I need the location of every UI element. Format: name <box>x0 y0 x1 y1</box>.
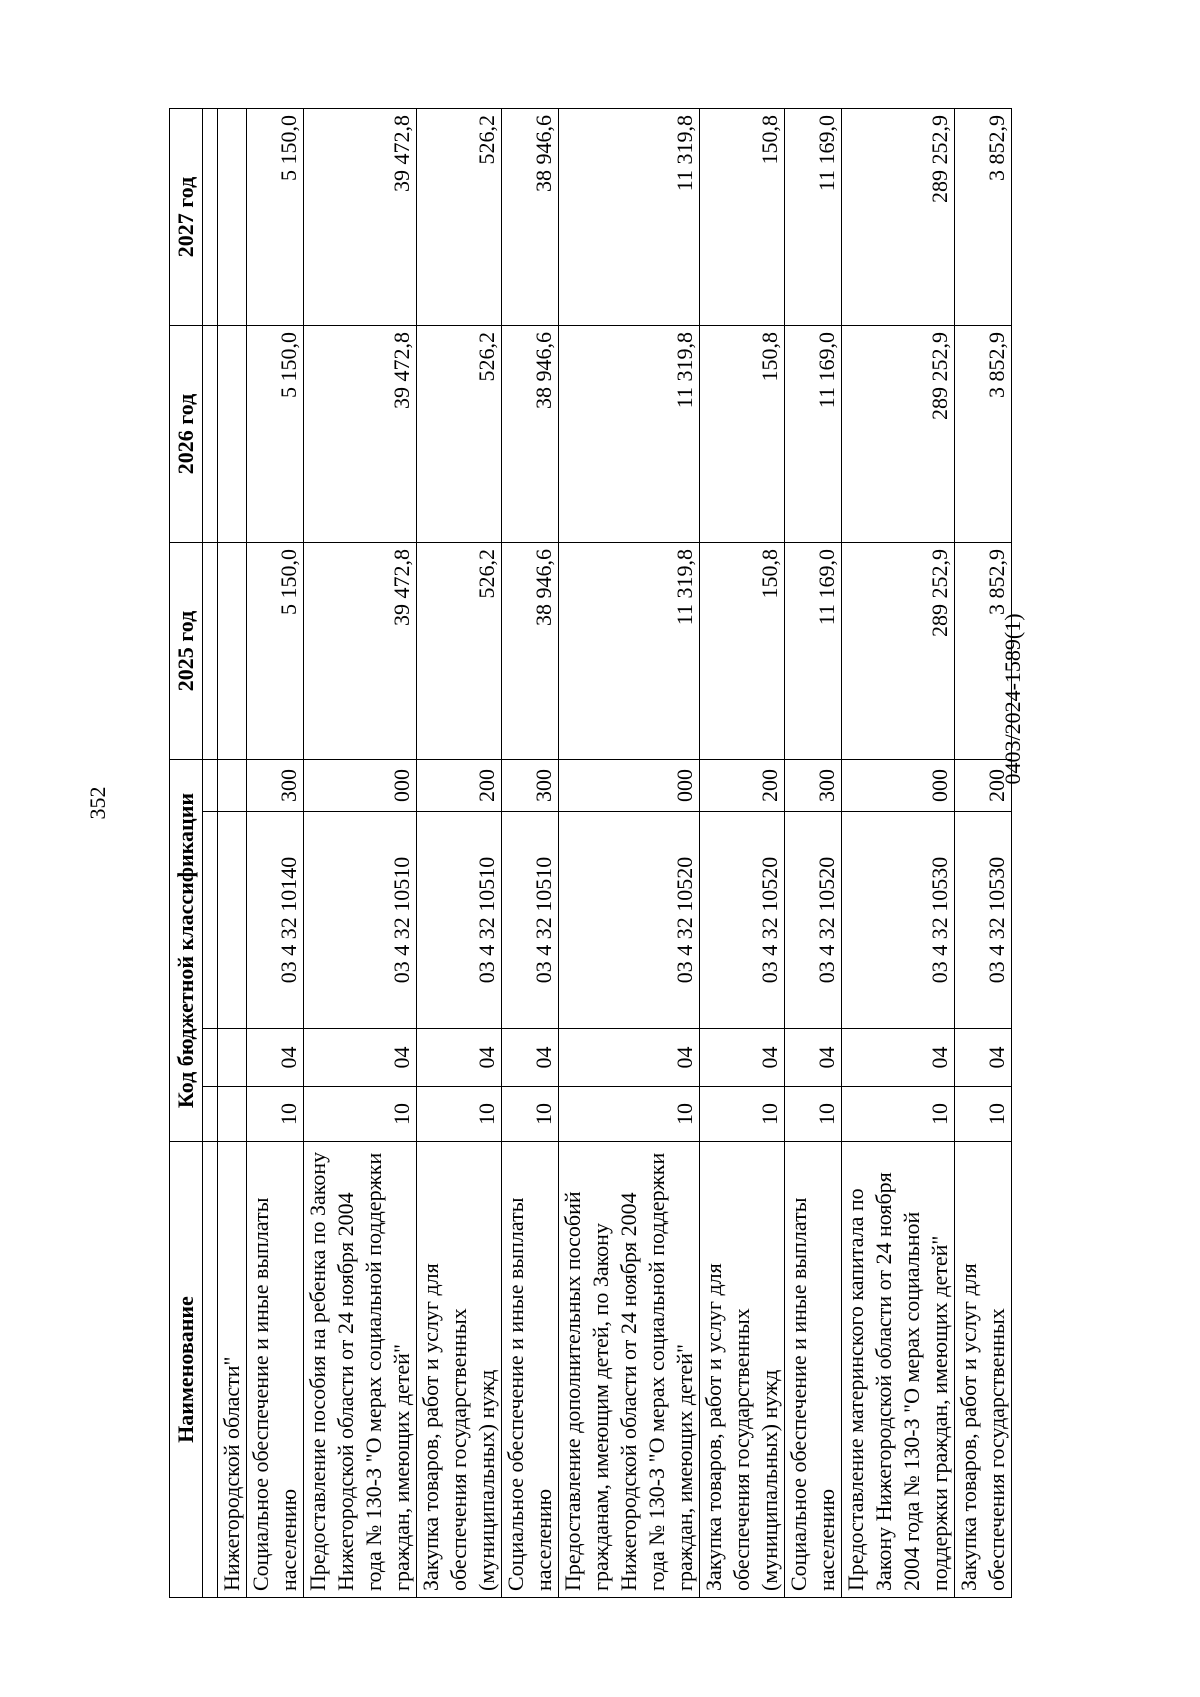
row-value-2027: 39 472,8 <box>304 109 417 326</box>
row-expense-type: 200 <box>955 760 1012 812</box>
row-target-code: 03 4 32 10530 <box>842 812 955 1029</box>
budget-table <box>169 108 1012 1598</box>
row-subsection: 04 <box>417 1029 502 1087</box>
row-value-2026: 5 150,0 <box>247 326 304 543</box>
continuation-row <box>218 109 247 1598</box>
header-2026: 2026 год <box>170 326 203 543</box>
row-section: 10 <box>955 1087 1012 1142</box>
row-subsection: 04 <box>304 1029 417 1087</box>
row-value-2027: 289 252,9 <box>842 109 955 326</box>
row-target-code: 03 4 32 10520 <box>700 812 785 1029</box>
row-subsection: 04 <box>247 1029 304 1087</box>
row-value-2027: 3 852,9 <box>955 109 1012 326</box>
row-value-2025: 289 252,9 <box>842 543 955 760</box>
row-value-2027: 11 319,8 <box>559 109 700 326</box>
row-name: Предоставление материнского капитала по Закону Нижегородской области от 24 ноября 2004 года № 130-З "О мерах социальной поддержки граждан, имеющих детей" <box>842 1142 955 1598</box>
row-value-2026: 11 319,8 <box>559 326 700 543</box>
row-section: 10 <box>842 1087 955 1142</box>
table-row <box>417 109 502 1598</box>
row-value-2025: 11 319,8 <box>559 543 700 760</box>
row-section: 10 <box>304 1087 417 1142</box>
row-value-2025: 11 169,0 <box>785 543 842 760</box>
table-row <box>502 109 559 1598</box>
row-value-2025: 3 852,9 <box>955 543 1012 760</box>
table-row <box>700 109 785 1598</box>
row-expense-type: 000 <box>559 760 700 812</box>
row-value-2026: 11 169,0 <box>785 326 842 543</box>
table-row <box>304 109 417 1598</box>
row-name: Закупка товаров, работ и услуг для обеспечения государственных <box>955 1142 1012 1598</box>
row-name: Предоставление пособия на ребенка по Закону Нижегородской области от 24 ноября 2004 года № 130-З "О мерах социальной поддержки граждан, имеющих детей" <box>304 1142 417 1598</box>
row-value-2027: 150,8 <box>700 109 785 326</box>
header-code-group: Код бюджетной классификации <box>170 760 203 1142</box>
row-expense-type: 300 <box>247 760 304 812</box>
row-section: 10 <box>559 1087 700 1142</box>
row-section: 10 <box>417 1087 502 1142</box>
table-row <box>559 109 700 1598</box>
row-value-2025: 150,8 <box>700 543 785 760</box>
row-value-2025: 5 150,0 <box>247 543 304 760</box>
row-section: 10 <box>502 1087 559 1142</box>
row-name: Предоставление дополнительных пособий гражданам, имеющим детей, по Закону Нижегородской области от 24 ноября 2004 года № 130-З "О мерах социальной поддержки граждан, имеющих детей" <box>559 1142 700 1598</box>
row-target-code: 03 4 32 10510 <box>304 812 417 1029</box>
table-row <box>247 109 304 1598</box>
row-expense-type: 200 <box>417 760 502 812</box>
row-value-2026: 3 852,9 <box>955 326 1012 543</box>
row-value-2027: 38 946,6 <box>502 109 559 326</box>
row-subsection: 04 <box>559 1029 700 1087</box>
header-subrow <box>203 109 218 1598</box>
row-subsection: 04 <box>502 1029 559 1087</box>
row-section: 10 <box>700 1087 785 1142</box>
row-name: Закупка товаров, работ и услуг для обеспечения государственных (муниципальных) нужд <box>700 1142 785 1598</box>
row-target-code: 03 4 32 10520 <box>785 812 842 1029</box>
row-value-2026: 38 946,6 <box>502 326 559 543</box>
row-value-2025: 526,2 <box>417 543 502 760</box>
row-value-2026: 289 252,9 <box>842 326 955 543</box>
row-expense-type: 000 <box>842 760 955 812</box>
header-2027: 2027 год <box>170 109 203 326</box>
row-value-2025: 39 472,8 <box>304 543 417 760</box>
row-value-2027: 526,2 <box>417 109 502 326</box>
row-value-2027: 11 169,0 <box>785 109 842 326</box>
header-2025: 2025 год <box>170 543 203 760</box>
page-number: 352 <box>85 786 110 820</box>
header-name: Наименование <box>170 1142 203 1598</box>
row-subsection: 04 <box>842 1029 955 1087</box>
row-target-code: 03 4 32 10510 <box>417 812 502 1029</box>
table-row <box>785 109 842 1598</box>
row-subsection: 04 <box>955 1029 1012 1087</box>
row-target-code: 03 4 32 10140 <box>247 812 304 1029</box>
row-expense-type: 300 <box>502 760 559 812</box>
row-target-code: 03 4 32 10530 <box>955 812 1012 1029</box>
budget-table-rotated <box>169 108 1055 1598</box>
row-expense-type: 300 <box>785 760 842 812</box>
row-value-2026: 39 472,8 <box>304 326 417 543</box>
row-value-2025: 38 946,6 <box>502 543 559 760</box>
row-section: 10 <box>247 1087 304 1142</box>
row-name: Закупка товаров, работ и услуг для обеспечения государственных (муниципальных) нужд <box>417 1142 502 1598</box>
document-code: 0403/2024-1589(1) <box>1000 613 1025 785</box>
row-value-2026: 150,8 <box>700 326 785 543</box>
row-subsection: 04 <box>785 1029 842 1087</box>
header-row <box>170 109 203 1598</box>
row-value-2027: 5 150,0 <box>247 109 304 326</box>
row-name: Социальное обеспечение и иные выплаты населению <box>247 1142 304 1598</box>
row-target-code: 03 4 32 10520 <box>559 812 700 1029</box>
row-target-code: 03 4 32 10510 <box>502 812 559 1029</box>
row-value-2026: 526,2 <box>417 326 502 543</box>
row-expense-type: 000 <box>304 760 417 812</box>
row-subsection: 04 <box>700 1029 785 1087</box>
row-name: Социальное обеспечение и иные выплаты населению <box>785 1142 842 1598</box>
continuation-text: Нижегородской области" <box>218 1142 247 1598</box>
row-name: Социальное обеспечение и иные выплаты населению <box>502 1142 559 1598</box>
row-section: 10 <box>785 1087 842 1142</box>
row-expense-type: 200 <box>700 760 785 812</box>
table-row <box>842 109 955 1598</box>
